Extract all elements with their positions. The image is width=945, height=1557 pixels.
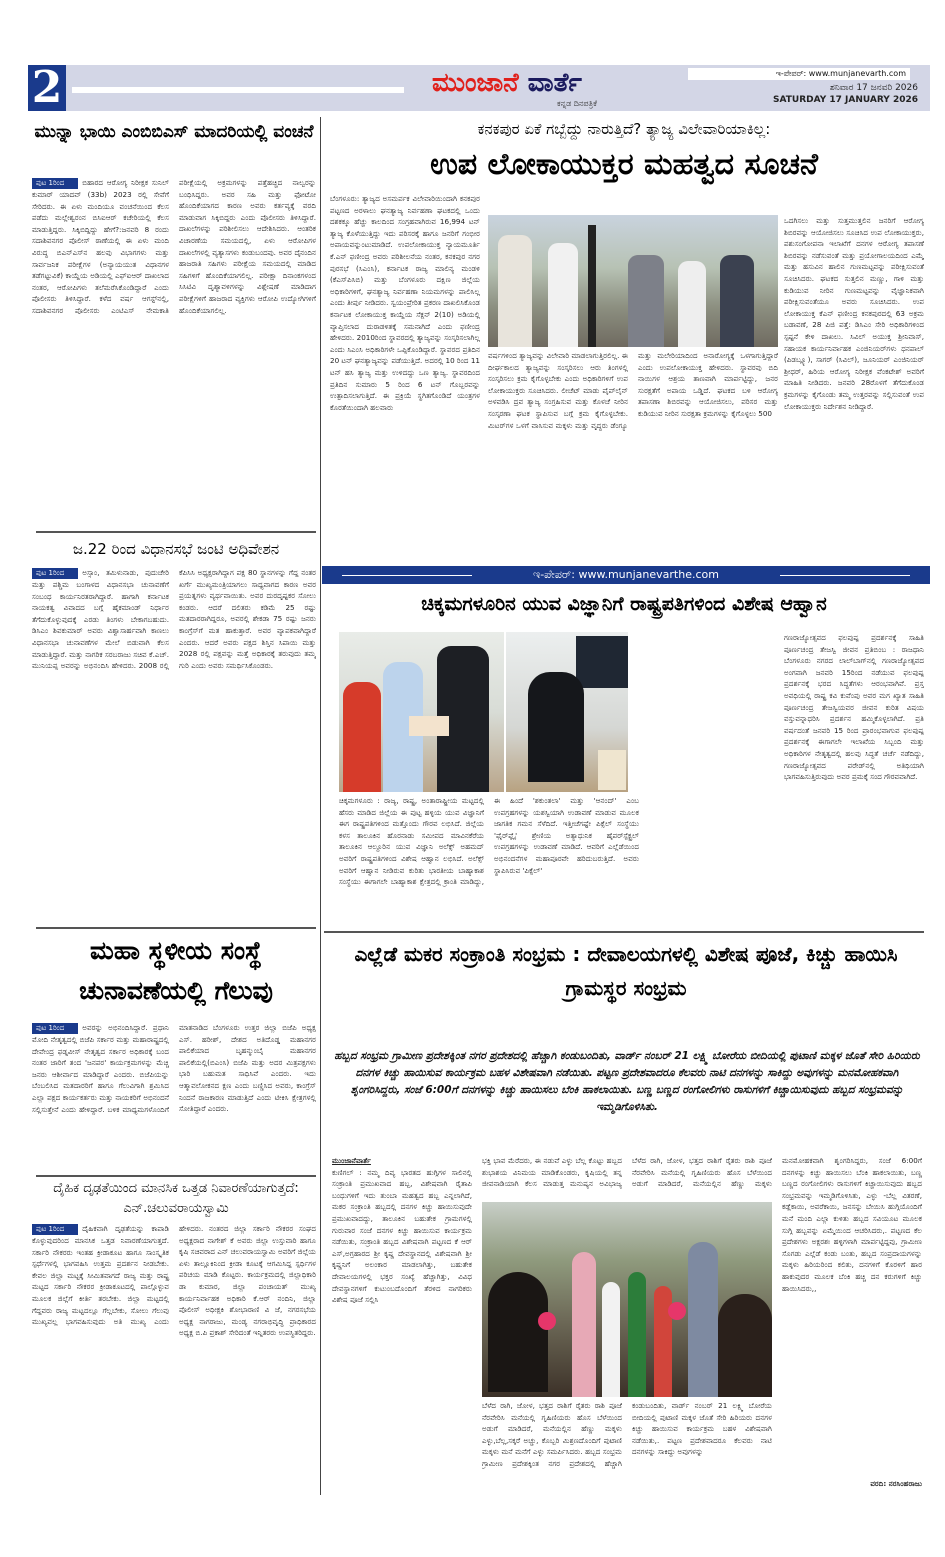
article-text: ಗಣರಾಜ್ಯೋತ್ಸವದ ಫಲಪುಷ್ಪ ಪ್ರದರ್ಶನಕ್ಕೆ ಸಾಹಿತಿ ಪೂರ್ಣಚಂದ್ರ ತೇಜಸ್ವಿ ಜೀವನ ಪ್ರತಿಬಿಂಬ : ರಾಜಧಾನಿ ಬೆಂಗಳೂರು ನಗರದ ಲಾಲ್‌ಬಾಗ್‌ನಲ್ಲಿ ಗಣರಾಜ್ಯೋತ್ಸವದ ಅಂಗವಾಗಿ ಜನವರಿ 15ರಿಂದ ನಡೆಯುವ ಫಲಪುಷ್ಪ ಪ್ರದರ್ಶನಕ್ಕೆ ಭರದ ಸಿದ್ಧತೆಗಳು ಆರಂಭವಾಗಿವೆ. ಪ್ರಸ್ತ ಅವಧಿಯಲ್ಲಿ ರಾಷ್ಟ್ರ ಕವಿ ಕುವೆಂಪು ಅವರ ಮಗ ಖ್ಯಾತ ಸಾಹಿತಿ ಪೂರ್ಣಚಂದ್ರ ತೇಜಸ್ವಿಯವರ ಜೀವನ ಕುರಿತ ವಿಷಯ ವಸ್ತುವನ್ನಾಧರಿಸಿ ಪ್ರದರ್ಶನ ಹಮ್ಮಿಕೊಳ್ಳಲಾಗಿದೆ. ಪ್ರತಿ ವರ್ಷದಂತೆ ಜನವರಿ 15 ರಿಂದ ಪ್ರಾರಂಭವಾಗುವ ಫಲಪುಷ್ಪ ಪ್ರದರ್ಶನಕ್ಕೆ ಈಗಾಗಲೇ ಇಲಾಖೆಯ ಸಿಬ್ಬಂದಿ ಮತ್ತು ಅಧಿಕಾರಿಗಳ ನೇತೃತ್ವದಲ್ಲಿ ಹಲವು ಸಿದ್ಧತೆ ಚರ್ಚೆ ನಡೆದಿದ್ದು, ಗಣರಾಜ್ಯೋತ್ಸವದ ಪರೇಡ್‌ನಲ್ಲಿ ಅತಿಥಿಯಾಗಿ ಭಾಗವಹಿಸುತ್ತಿರುವುದು ಅವರ ಪ್ರಮಕ್ಕೆ ಸಂದ ಗೌರವವಾಗಿದೆ. (784, 633, 924, 782)
byline: ಮುಂಜಾನೆವಾರ್ತೆ (332, 1156, 371, 1165)
kicker-kanakapura: ಕನಕಪುರ ಏಕೆ ಗಬ್ಬೆದ್ದು ನಾರುತ್ತಿದೆ? ತ್ಯಾಜ್ಯ ವಿಲೇವಾರಿಯಾಕಿಲ್ಲ: (477, 120, 771, 138)
date-english: SATURDAY 17 JANUARY 2026 (773, 95, 918, 105)
continued-tag: ಪುಟ 1ರಿಂದ (32, 568, 78, 579)
article-text: ಭಕ್ತಿ ಭಾವ ಮೆರೆದರು, ಈ ನಡುವೆ ಎಳ್ಳು ಬೆಲ್ಲ ಕೊಟ್ಟು ಹಬ್ಬದ ಶುಭಾಶಯ ವಿನಿಮಯ ಮಾಡಿಕೊಂಡರು, ಕೃಷಿಯಲ್ಲಿ ತನ್ನ ಜೀವನಾಡಿಯಾಗಿ ಕೆಲಸ ಮಾಡುತ್ತ ಮನುಷ್ಯನ ಅವಿಭಾಜ್ಯ (482, 1156, 622, 1189)
newspaper-logo (432, 67, 582, 99)
headline-munna: ಮುನ್ನಾ ಭಾಯಿ ಎಂಬಿಬಿಎಸ್ ಮಾದರಿಯಲ್ಲಿ ವಂಚನೆ (34, 122, 314, 142)
article-body-election (32, 1022, 316, 1170)
section-rule (36, 531, 316, 533)
article-text: ಮನಮೋಹಕವಾಗಿ ಶೃಂಗರಿಸಿದ್ದರು, ಸಂಜೆ 6:00ಗೆ ದನಗಳನ್ನು ಕಿಚ್ಚು ಹಾಯಿಸಲು ಬೆಂಕಿ ಹಾಕಲಾಯಿತು, ಬಣ್ಣ ಬಣ್ಣದ ರಂಗೋಲಿಗಳು ರಾಸುಗಳಿಗೆ ಕಿಚ್ಚಾಯಿಸುವುದು ಹಬ್ಬದ ಸಂಭ್ರಮವನ್ನು ಇಮ್ಮಡಿಗೊಳಿಸಿತು, ಎಳ್ಳು -ಬೆಲ್ಲ ವಿತರಣೆ, ಕಡ್ಲೆಕಾಯಿ, ಅವರೆಕಾಯಿ, ಜನಸನ್ನು ಬೇಯಿಸಿ ಹುಗ್ಗಿಯೊಂದಿಗೆ ಮನೆ ಮಂದಿ ಎಲ್ಲಾ ಕುಳಿತು ಹಬ್ಬದ ಸವಿಯೂಟ ಮೂಲಕ ಸುಗ್ಗಿ ಹಬ್ಬವನ್ನು ಏಮ್ಮೆಯಿಂದ ಆಚರಿಸಿದರು,. ಪಟ್ಟಣದ ಕೆಲ ಪ್ರದೇಶಗಳು ಅಕ್ಷರಶಃ ಹಳ್ಳಿಗಳಾಗಿ ಮಾರ್ಪಟ್ಟಿದ್ದವು, ಗ್ರಾಮೀಣ ಸೊಗಡು ಎಲ್ಲೆಡೆ ಕಂಡು ಬಂತು, ಹಬ್ಬದ ಸಂಪ್ರದಾಯಗಳನ್ನು ಮಕ್ಕಳು ಹಿರಿಯರಿಂದ ಕಲಿತು, ದನಗಳಿಗೆ ಕೊರಳಿಗೆ ಹಾರ ಹಾಕುವುದರ ಮೂಲಕ ಬೆಂಕಿ ಹಚ್ಚಿ ದನ ಕರುಗಳಿಗೆ ಕಿಚ್ಚು ಹಾಯಿಸಿದರು,, (782, 1156, 922, 1293)
section-rule (36, 927, 316, 929)
article-text: ಅಸ್ಸಾಂ, ತಮಿಳುನಾಡು, ಪುದುಚೇರಿ ಮತ್ತು ಪಶ್ಚಿಮ ಬಂಗಾಳದ ವಿಧಾನಸಭಾ ಚುನಾವಣೆಗೆ ಸಂಬಂಧ ಕಾರ್ಯನಿರತರಾಗಿದ್ದಾರೆ. ಹಾಗಾಗಿ ಕರ್ನಾಟಕ ನಾಯಕತ್ವ ವಿವಾದದ ಬಗ್ಗೆ ಹೈಕಮಾಂಡ್ ನಿರ್ಧಾರ ತೆಗೆದುಕೊಳ್ಳುವುದಕ್ಕೆ ಎರಡು ತಿಂಗಳು ಬೇಕಾಗಬಹುದು. ಡಿಸಿಎಂ ಶಿವಕುಮಾರ್ ಅವರು ವಿಶ್ವಾಸಾರ್ಹವಾಗಿ ಕಾಣಲು ವಿಧಾನಸಭಾ ಚುನಾವಣೆಗಳ ಮೇಲೆ ಬಿಡುವಾಗಿ ಕೆಲಸ ಮಾಡುತ್ತಿದ್ದಾರೆ. ಮತ್ತು ನಾಗರಿಕ ಸರಬರಾಜು ಸಚಿವ ಕೆ.ಎಚ್. ಮುನಿಯಪ್ಪ ಅವರನ್ನು ಅಭಿನಂದಿಸಿ ಹೇಳಿದರು. 2008 ರಲ್ಲಿ ಕೆಪಿಸಿಸಿ ಅಧ್ಯಕ್ಷರಾಗಿದ್ದಾಗ ಪಕ್ಷ 80 ಸ್ಥಾನಗಳನ್ನು ಗೆದ್ದ ನಂತರ ಖರ್ಗೆ ಮುಖ್ಯಮಂತ್ರಿಯಾಗಲು ಸಾಧ್ಯವಾಗದ ಕಾರಣ ಅವರ ಪ್ರಯತ್ನಗಳು ವ್ಯರ್ಥವಾಯಿತು. ಅವರ ದುರದೃಷ್ಟಕರ ಸೋಲು ಕಂಡರು. ಆದರೆ ದಲಿತರು ಕಡಿಮೆ 25 ರಷ್ಟು ಮತದಾರರಾಗಿದ್ದರೂ, ಅವರಲ್ಲಿ ಶೇಕಡಾ 75 ರಷ್ಟು ಜನರು ಕಾಂಗ್ರೆಸ್‌ಗೆ ಮತ ಹಾಕುತ್ತಾರೆ. ಅವರ ವ್ಯಾಪಕವಾಗಿದ್ದಾರೆ ಎಂದರು. ಆದರೆ ಅವರು ಪಕ್ಷದ ಶಿಸ್ತಿನ ಸಿಪಾಯಿ ಮತ್ತು 2028 ರಲ್ಲಿ ಪಕ್ಷವನ್ನು ಮತ್ತೆ ಅಧಿಕಾರಕ್ಕೆ ತರುವುದು ತಮ್ಮ ಗುರಿ ಎಂದು ಅವರು ಸಮರ್ಥಿಸಿಕೊಂಡರು. (32, 568, 316, 671)
epaper-banner-text[interactable]: ಇ-ಪೇಪರ್: www.munjanevarthe.com (533, 568, 719, 581)
photo-lokayukta-inspection (488, 215, 778, 347)
masthead-bar (72, 87, 404, 93)
logo-subtitle: ಕನ್ನಡ ದಿನಪತ್ರಿಕೆ (557, 99, 598, 108)
article-text: ಅವರನ್ನು ಅಭಿನಂದಿಸಿದ್ದಾರೆ. ಪ್ರಧಾನಿ ಮೋದಿ ನೇತೃತ್ವದಲ್ಲಿ ಬಿಜೆಪಿ ಸರ್ಕಾರ ಮತ್ತು ಮಹಾರಾಷ್ಟ್ರದಲ್ಲಿ ದೇವೇಂದ್ರ ಫಡ್ನವೀಸ್ ನೇತೃತ್ವದ ಸರ್ಕಾರ ಅಧಿಕಾರಕ್ಕೆ ಬಂದ ನಂತರ ಜಾರಿಗೆ ತಂದ 'ಜನಪರ' ಕಾರ್ಯಕ್ರಮಗಳನ್ನು ಮೆಚ್ಚಿ ಜನರು ಆಶೀರ್ವಾದ ಮಾಡಿದ್ದಾರೆ ಎಂದರು. ಬಿಜೆಪಿಯನ್ನು ಬೆಂಬಲಿಸಿದ ಮತದಾರರಿಗೆ ಹಾಗೂ ಗೆಲುವಿಗಾಗಿ ಶ್ರಮಿಸಿದ ಎಲ್ಲಾ ಪಕ್ಷದ ಕಾರ್ಯಕರ್ತರು ಮತ್ತು ನಾಯಕರಿಗೆ ಅಭಿನಂದನೆ ಸಲ್ಲಿಸುತ್ತೇನೆ ಎಂದು ಹೇಳಿದ್ದಾರೆ. ಬಳಿಕ ಮಾಧ್ಯಮಗಳೊಂದಿಗೆ ಮಾತನಾಡಿದ ಬೆಂಗಳೂರು ಉತ್ತರ ಜಿಲ್ಲಾ ಬಿಜೆಪಿ ಅಧ್ಯಕ್ಷ ಎಸ್. ಹರೀಶ್, ದೇಶದ ಅತಿದೊಡ್ಡ ಮಹಾನಗರ ಪಾಲಿಕೆಯಾದ ಬೃಹನ್ಮುಂಬೈ ಮಹಾನಗರ ಪಾಲಿಕೆಯಲ್ಲಿ(ಬಿಎಂಸಿ) ಬಿಜೆಪಿ ಮತ್ತು ಅದರ ಮಿತ್ರಪಕ್ಷಗಳು ಭಾರಿ ಬಹುಮತ ಸಾಧಿಸಿವೆ ಎಂದರು. ಇದು ಆತ್ಮಾವಲೋಕನದ ಕ್ಷಣ ಎಂದು ಬಣ್ಣಿಸಿದ ಅವರು, ಕಾಂಗ್ರೆಸ್ ನಿಂದನೆ ರಾಜಕಾರಣ ಮಾಡುತ್ತಿದೆ ಎಂದು ಟೀಕಿಸಿ ಕ್ಷೇತ್ರಗಳಲ್ಲಿ ಸೋತಿದ್ದಾರೆ ಎಂದರು. (32, 1023, 316, 1114)
epaper-banner[interactable] (322, 566, 930, 584)
page-number: 2 (28, 65, 66, 111)
article-body-kanakapura-mid (488, 350, 778, 555)
section-rule (324, 931, 924, 933)
photo-award-handover (339, 632, 504, 792)
article-body-chikkamagaluru-left (339, 795, 639, 927)
continued-tag: ಪುಟ 1ರಿಂದ (32, 1224, 78, 1235)
article-body-sankranti-col3 (632, 1155, 772, 1199)
masthead-website[interactable]: ಇ-ಪೇಪರ್: www.munjanevarth.com (688, 68, 910, 80)
newspaper-page (12, 62, 930, 1495)
article-body-sankranti-col4 (782, 1155, 922, 1477)
article-text: ಚಿಕ್ಕಮಗಳೂರು : ರಾಜ್ಯ, ರಾಷ್ಟ್ರ, ಅಂತಾರಾಷ್ಟ್ರೀಯ ಮಟ್ಟದಲ್ಲಿ ಹೆಸರು ಮಾಡಿದ ಜಿಲ್ಲೆಯ ಈ ಪುಟ್ಟ ಹಳ್ಳಿಯ ಯುವ ವಿಜ್ಞಾನಿಗೆ ಈಗ ರಾಷ್ಟ್ರಪತಿಗಳಿಂದ ಮತ್ತೊಂದು ಗೌರವ ಲಭಿಸಿದೆ. ಜಿಲ್ಲೆಯ ಕಳಸ ತಾಲೂಕಿನ ಹೊರನಾಡು ಸಮೀಪದ ಮಾವಿನಕೆರೆಯ ತಾಲೂಕಿನ ಆಲ್ದೂರಿನ ಯುವ ವಿಜ್ಞಾನಿ ಅಲೆಕ್ಸ್ ಅಹಮದ್ ಅವರಿಗೆ ರಾಷ್ಟ್ರಪತಿಗಳಿಂದ ವಿಶೇಷ ಆಹ್ವಾನ ಲಭಿಸಿದೆ. ಅಲೆಕ್ಸ್ ಅವರಿಗೆ ಆಹ್ವಾನ ನೀಡಿರುವ ಕುರಿತು ಭಾರತೀಯ ಬಾಹ್ಯಾಕಾಶ ಸಂಸ್ಥೆಯು ಈಗಾಗಲೇ ಬಾಹ್ಯಾಕಾಶ ಕ್ಷೇತ್ರದಲ್ಲಿ ಕ್ರಾಂತಿ ಮಾಡಿದ್ದು, ಈ ಹಿಂದೆ 'ಶಕುಂತಲಾ' ಮತ್ತು 'ಆನಂದ್' ಎಂಬ ಉಪಗ್ರಹಗಳನ್ನು ಯಶಸ್ವಿಯಾಗಿ ಉಡಾವಣೆ ಮಾಡುವ ಮೂಲಕ ಜಾಗತಿಕ ಗಮನ ಸೆಳೆದಿದೆ. ಇತ್ತೀಚೆಗಷ್ಟೇ ಪಿಕ್ಸೆಲ್ ಸಂಸ್ಥೆಯು 'ಫೈರ್‌ಫ್ಲೈ' ಶ್ರೇಣಿಯ ಅತ್ಯಾಧುನಿಕ ಹೈಪರ್‌ಸ್ಪೆಕ್ಟ್ರಲ್ ಉಪಗ್ರಹಗಳನ್ನು ಉಡಾವಣೆ ಮಾಡಿದೆ. ಆವರಿಗೆ ಎಲ್ಲೆಡೆಯಿಂದ ಅಭಿನಂದನೆಗಳ ಮಹಾಪೂರವೇ ಹರಿದುಬರುತ್ತಿದೆ. ಅವರು ಸ್ಥಾಪಿಸಿರುವ 'ಪಿಕ್ಸೆಲ್' (339, 796, 639, 887)
article-body-kanakapura-left (330, 193, 480, 555)
photo-young-scientist (506, 632, 628, 792)
logo-part-1: ಮುಂಜಾನೆ (432, 68, 519, 98)
article-body-munna (32, 177, 316, 529)
sankranti-lede: ಹಬ್ಬದ ಸಂಭ್ರಮ ಗ್ರಾಮೀಣ ಪ್ರದೇಶಕ್ಕಿಂತ ನಗರ ಪ್ರದೇಶದಲ್ಲಿ ಹೆಚ್ಚಾಗಿ ಕಂಡುಬಂದಿತು, ವಾರ್ಡ್ ನಂಬರ್ 21 ಲಕ್ಷ್ಮಿ ಬೋರೆಯ ಬೀದಿಯಲ್ಲಿ ಪುಟಾಣಿ ಮಕ್ಕಳ ಜೊತೆ ಸೇರಿ ಹಿರಿಯರು ದನಗಳ ಕಿಚ್ಚು ಹಾಯಿಸುವ ಕಾರ್ಯಕ್ರಮ ಬಹಳ ವಿಶೇಷವಾಗಿ ನಡೆಯಿತು. ಪಟ್ಟಣ ಪ್ರದೇಶವಾದರೂ ಕೆಲವರು ನಾಟಿ ದನಗಳನ್ನು ಸಾಕಿದ್ದು ಅವುಗಳನ್ನು ಮನಮೋಹಕವಾಗಿ ಶೃಂಗರಿಸಿದ್ದರು, ಸಂಜೆ 6:00ಗೆ ದನಗಳನ್ನು ಕಿಚ್ಚು ಹಾಯಿಸಲು ಬೆಂಕಿ ಹಾಕಲಾಯಿತು. ಬಣ್ಣ ಬಣ್ಣದ ರಂಗೋಲಿಗಳು ರಾಸುಗಳಿಗೆ ಕಿಚ್ಚಾಯಿಸುವುದು ಹಬ್ಬದ ಸಂಭ್ರಮವನ್ನು ಇಮ್ಮಡಿಗೊಳಿಸಿತು. (334, 1050, 920, 1113)
section-rule (36, 1175, 316, 1177)
column-divider (320, 117, 321, 1495)
headline-session: ಜ.22 ರಿಂದ ವಿಧಾನಸಭೆ ಜಂಟಿ ಅಧಿವೇಶನ (72, 540, 280, 558)
article-text: ಕುಣಿಗಲ್ : ನಮ್ಮ ದಿವ್ಯ ಭಾರತದ ಹುಗ್ಗಿಗಳ ಸಾಲಿನಲ್ಲಿ ಸಂಕ್ರಾಂತಿ ಪ್ರಮುಖವಾದ ಹಬ್ಬ, ವಿಶೇಷವಾಗಿ ರೈತಾಪಿ ಬಂಧುಗಳಿಗೆ ಇದು ತುಂಬಾ ಮಹತ್ವದ ಹಬ್ಬ ಎನ್ನಲಾಗಿದೆ, ಮಕರ ಸಂಕ್ರಾಂತಿ ಹಬ್ಬದಲ್ಲಿ ದನಗಳ ಕಿಚ್ಚು ಹಾಯಿಸುವುದೇ ಪ್ರಮುಖವಾದದ್ದು, ತಾಲೂಕಿನ ಬಹುತೇಕ ಗ್ರಾಮಗಳಲ್ಲಿ ಗುರುವಾರ ಸಂಜೆ ದನಗಳ ಕಿಚ್ಚು ಹಾಯಿಸುವ ಕಾರ್ಯಕ್ರಮ ನಡೆಯಿತು, ಸಂಕ್ರಾಂತಿ ಹಬ್ಬದ ವಿಶೇಷವಾಗಿ ಪಟ್ಟಣದ ಕೆ ಆರ್ ಎಸ್,ಅಗ್ರಹಾರದ ಶ್ರೀ ಕೃಷ್ಣ ದೇವಸ್ಥಾನದಲ್ಲಿ ವಿಶೇಷವಾಗಿ ಶ್ರೀ ಕೃಷ್ಣನಿಗೆ ಅಲಂಕಾರ ಮಾಡಲಾಗಿತ್ತು, ಬಹುತೇಕ ದೇವಾಲಯಗಳಲ್ಲಿ ಭಕ್ತರ ಸಂಖ್ಯೆ ಹೆಚ್ಚಾಗಿತ್ತು, ವಿವಿಧ ದೇವಸ್ಥಾನಗಳಿಗೆ ಕುಟುಂಬದೊಂದಿಗೆ ತೆರಳಿದ ನಾಗರಿಕರು ವಿಶೇಷ ಪೂಜೆ ಸಲ್ಲಿಸಿ (332, 1167, 472, 1305)
article-body-session (32, 567, 316, 921)
article-text: ಬೆಳೆದ ರಾಗಿ, ಜೋಳ, ಭತ್ತದ ರಾಶಿಗೆ ರೈತರು ರಾಶಿ ಪೂಜೆ ನೆರವೇರಿಸಿ ಮನೆಯಲ್ಲಿ ಗೃಹಿಣಿಯರು ಹೊಸ ಬೆಳೆಯಿಂದ ಅಡುಗೆ ಮಾಡಿದರೆ, ಮನೆಯಲ್ಲಿನ ಹೆಣ್ಣು ಮಕ್ಕಳು (632, 1156, 772, 1189)
article-text: ಬೆಂಗಳೂರು: ತ್ಯಾಜ್ಯದ ಅಸಮರ್ಪಕ ವಿಲೇವಾರಿಯಿಂದಾಗಿ ಕನಕಪುರ ಪಟ್ಟಣದ ಅರಳಾಲು ಘನತ್ಯಾಜ್ಯ ನಿರ್ವಹಣಾ ಘಟಕದಲ್ಲಿ ಒಂದು ದಶಕಕ್ಕೂ ಹೆಚ್ಚು ಕಾಲದಿಂದ ಸಂಗ್ರಹವಾಗಿರುವ 16,994 ಟನ್ ತ್ಯಾಜ್ಯ ಕೊಳೆಯುತ್ತಿದ್ದು ಇದು ಪರಿಸರಕ್ಕೆ ಹಾಗೂ ಜನರಿಗೆ ಗಂಭೀರ ಅಪಾಯವನ್ನುಂಟುಮಾಡಿದೆ. ಉಪಲೋಕಾಯುಕ್ತ ನ್ಯಾಯಮೂರ್ತಿ ಕೆ.ಎನ್ ಫಣೀಂದ್ರ ಅವರು ಪರಿಶೀಲನೆಯ ನಂತರ, ಕನಕಪುರ ನಗರ ಪುರಸಭೆ (ಸಿಎಂಸಿ), ಕರ್ನಾಟಕ ರಾಜ್ಯ ಮಾಲಿನ್ಯ ಮಂಡಳಿ (ಕೆಎಸ್‌ಪಿಸಿಬಿ) ಮತ್ತು ಬೆಂಗಳೂರು ದಕ್ಷಿಣ ಜಿಲ್ಲೆಯ ಅಧಿಕಾರಿಗಳಿಗೆ, ಘನತ್ಯಾಜ್ಯ ನಿರ್ವಹಣಾ ನಿಯಮಗಳನ್ನು ಪಾಲಿಸಿಲ್ಲ ಎಂದು ತೀರ್ಪು ನೀಡಿದರು. ಸ್ವಯಂಪ್ರೇರಿತ ಪ್ರಕರಣ ದಾಖಲಿಸಿಕೊಂಡ ಕರ್ನಾಟಕ ಲೋಕಾಯುಕ್ತ ಕಾಯ್ದೆಯ ಸೆಕ್ಷನ್ 2(10) ಅಡಿಯಲ್ಲಿ ವ್ಯಾಪ್ತಿಸಲಾದ ದುರಾಡಳಿತಕ್ಕೆ ಸಮನಾಗಿದೆ ಎಂದು ಫಣೀಂದ್ರ ಹೇಳಿದರು. 2010ರಿಂದ ಸ್ಥಾವರದಲ್ಲಿ ತ್ಯಾಜ್ಯವನ್ನು ಸಂಸ್ಕರಿಸಲಾಗಿಲ್ಲ ಎಂದು ಸಿಎಂಸಿ ಅಧಿಕಾರಿಗಳೇ ಒಪ್ಪಿಕೊಂಡಿದ್ದಾರೆ. ಸ್ಥಾವರದ ಪ್ರತಿದಿನ 20 ಟನ್ ಘನತ್ಯಾಜ್ಯವನ್ನು ಪಡೆಯುತ್ತಿದೆ. ಅದರಲ್ಲಿ 10 ರಿಂದ 11 ಟನ್ ಹಸಿ ತ್ಯಾಜ್ಯ ಮತ್ತು ಉಳಿದದ್ದು ಒಣ ತ್ಯಾಜ್ಯ. ಸ್ಥಾವರದಿಂದ ಪ್ರತಿದಿನ ಸುಮಾರು 5 ರಿಂದ 6 ಟನ್ ಗೊಬ್ಬರವನ್ನು ಉತ್ಪಾದಿಸಲಾಗುತ್ತಿದೆ. ಈ ಪ್ರಕ್ರಿಯೆ ಸ್ಥಗಿತಗೊಂಡಿದೆ ಯಂತ್ರಗಳ ಕೊರತೆಯಿಂದಾಗಿ ಹಲವಾರು (330, 194, 480, 412)
article-text: ವರ್ಷಗಳಿಂದ ತ್ಯಾಜ್ಯವನ್ನು ವಿಲೇವಾರಿ ಮಾಡಲಾಗುತ್ತಿರಲಿಲ್ಲ. ಈ ದೀರ್ಘಕಾಲದ ತ್ಯಾಜ್ಯವನ್ನು ಸಂಸ್ಕರಿಸಲು ಆರು ತಿಂಗಳಲ್ಲಿ ಸಂಸ್ಕರಿಸಲು ಕ್ರಮ ಕೈಗೊಳ್ಳಬೇಕು ಎಂದು ಅಧಿಕಾರಿಗಳಿಗೆ ಉಪ ಲೋಕಾಯುಕ್ತರು ಸೂಚಿಸಿದರು. ಲೀಚೆಟ್ ಮಾಡು ಪೈಪ್‌ಲೈನ್ ಅಳವಡಿಸಿ ದ್ರವ ತ್ಯಾಜ್ಯ ಸಂಗ್ರಹಿಸುವ ಮತ್ತು ಕೊಳಚೆ ನೀರಿನ ಸಂಸ್ಕರಣಾ ಘಟಕ ಸ್ಥಾಪಿಸುವ ಬಗ್ಗೆ ಕ್ರಮ ಕೈಗೊಳ್ಳಬೇಕು. ಮಿಟರ್‌ಗಳ ಒಳಗೆ ವಾಸಿಸುವ ಮಕ್ಕಳು ಮತ್ತು ವೃದ್ಧರು ಡೆಂಗ್ಯೂ ಮತ್ತು ಮಲೇರಿಯಾದಿಂದ ಅನಾರೋಗ್ಯಕ್ಕೆ ಒಳಗಾಗುತ್ತಿದ್ದಾರೆ ಎಂದು ಉಪಲೋಕಾಯುಕ್ತ ಹೇಳಿದರು. ಸ್ಥಾವರವು ಬಿದಿ ನಾಯಿಗಳ ಆಶ್ರಯ ತಾಣವಾಗಿ ಮಾರ್ಪಟ್ಟಿದ್ದು, ಜನರ ಸುರಕ್ಷತೆಗೆ ಅಪಾಯ ಒಡ್ಡಿದೆ. ಘಟಕದ ಬಳಿ ಆರೋಗ್ಯ ತಪಾಸಣಾ ಶಿಬಿರವನ್ನು ಆಯೋಜಿಸಲು, ಪರಿಸರ ಮತ್ತು ಕುಡಿಯುವ ನೀರಿನ ಸುರಕ್ಷತಾ ಕ್ರಮಗಳನ್ನು ಕೈಗೊಳ್ಳಲು 500 (488, 351, 778, 430)
continued-tag: ಪುಟ 1ರಿಂದ (32, 1023, 78, 1034)
continued-tag: ಪುಟ 1ರಿಂದ (32, 178, 78, 189)
article-body-chikkamagaluru-right (784, 632, 924, 927)
article-text: ಬೆಳೆದ ರಾಗಿ, ಜೋಳ, ಭತ್ತದ ರಾಶಿಗೆ ರೈತರು ರಾಶಿ ಪೂಜೆ ನೆರವೇರಿಸಿ ಮನೆಯಲ್ಲಿ ಗೃಹಿಣಿಯರು ಹೊಸ ಬೆಳೆಯಿಂದ ಅಡುಗೆ ಮಾಡಿದರೆ, ಮನೆಯಲ್ಲಿನ ಹೆಣ್ಣು ಮಕ್ಕಳು ಎಳ್ಳು,ಬೆಲ್ಲ,ಸಕ್ಕರೆ ಅಚ್ಚು, ಕೊಬ್ಬರಿ ಮಿಶ್ರಣದೊಂದಿಗೆ ಪುಟಾಣಿ ಮಕ್ಕಳು ಮನೆ ಮನೆಗೆ ಎಳ್ಳು ಸಮರ್ಪಿಸಿದರು. ಹಬ್ಬದ ಸಂಭ್ರಮ ಗ್ರಾಮೀಣ ಪ್ರದೇಶಕ್ಕಿಂತ ನಗರ ಪ್ರದೇಶದಲ್ಲಿ ಹೆಚ್ಚಾಗಿ ಕಂಡುಬಂದಿತು, ವಾರ್ಡ್ ನಂಬರ್ 21 ಲಕ್ಷ್ಮಿ ಬೋರೆಯ ಬೀದಿಯಲ್ಲಿ ಪುಟಾಣಿ ಮಕ್ಕಳ ಜೊತೆ ಸೇರಿ ಹಿರಿಯರು ದನಗಳ ಕಿಚ್ಚು ಹಾಯಿಸುವ ಕಾರ್ಯಕ್ರಮ ಬಹಳ ವಿಶೇಷವಾಗಿ ನಡೆಯಿತು,. ಪಟ್ಟಣ ಪ್ರದೇಶವಾದರೂ ಕೆಲವರು ನಾಟಿ ದನಗಳನ್ನು ಸಾಕಿದ್ದು ಅವುಗಳನ್ನು (482, 1401, 772, 1468)
article-body-sankranti-col2 (482, 1155, 622, 1199)
headline-election: ಮಹಾ ಸ್ಥಳೀಯ ಸಂಸ್ಥೆ ಚುನಾವಣೆಯಲ್ಲಿ ಗೆಲುವು (79, 936, 273, 1005)
logo-part-2: ವಾರ್ತೆ (527, 68, 582, 98)
article-body-kanakapura-right (784, 215, 924, 555)
headline-kanakapura: ಉಪ ಲೋಕಾಯುಕ್ತರ ಮಹತ್ವದ ಸೂಚನೆ (430, 147, 818, 182)
article-text: ಬಿಹಾರದ ಆರೋಗ್ಯ ನಿರೀಕ್ಷಕ ಸುನಿಲ್ ಕುಮಾರ್ ಯಾದವ್ (33b) 2023 ರಲ್ಲಿ ಸೇವೆಗೆ ಸೇರಿದರು. ಈ ಏಳು ಮಂದಿಯೂ ವಂಚನೆಯಿಂದ ಕೆಲಸ ಪಡೆದು ಮಲ್ಲೇಶ್ವರಂನ ಬಿಸಿಐಆರ್ ಕಚೇರಿಯಲ್ಲಿ ಕೆಲಸ ಮಾಡುತ್ತಿದ್ದರು. ಸಿಕ್ಕಿಬಿದ್ದಿದ್ದು ಹೇಗೆ?:ಜನವರಿ 8 ರಂದು ಸದಾಶಿವನಗರ ಪೊಲೀಸ್ ಠಾಣೆಯಲ್ಲಿ ಈ ಏಳು ಮಂದಿ ವಿರುದ್ಧ ಬಿಎನ್ಎಸ್‌ನ ಹಲವು ವಿಭಾಗಗಳು ಮತ್ತು ಸಾರ್ವಜನಿಕ ಪರೀಕ್ಷೆಗಳ (ಅನ್ಯಾಯಯುತ ವಿಧಾನಗಳ ತಡೆಗಟ್ಟುವಿಕೆ) ಕಾಯ್ದೆಯ ಅಡಿಯಲ್ಲಿ ಎಫ್‌ಐಆರ್ ದಾಖಲಾದ ನಂತರ, ಆರೋಪಿಗಳು ತಲೆಮರೆಸಿಕೊಂಡಿದ್ದಾರೆ ಎಂದು ಪೊಲೀಸರು ತಿಳಿಸಿದ್ದಾರೆ. ಕಳೆದ ವರ್ಷ ಆಗಸ್ಟ್‌ನಲ್ಲಿ, ಸದಾಶಿವನಗರ ಪೊಲೀಸರು ಎಂಟಿಎಸ್ ನೇಮಕಾತಿ ಪರೀಕ್ಷೆಯಲ್ಲಿ ಅಕ್ರಮಗಳನ್ನು ಪತ್ತೆಹಚ್ಚಿದ ನಾಲ್ವರನ್ನು ಬಂಧಿಸಿದ್ದರು. ಅವರ ಸಹಿ ಮತ್ತು ಫೋಟೋ ಹೊಂದಿಕೆಯಾಗದ ಕಾರಣ ಅವರು ಕರ್ತವ್ಯಕ್ಕೆ ವರದಿ ಮಾಡುವಾಗ ಸಿಕ್ಕಿಬಿದ್ದರು ಎಂದು ಪೊಲೀಸರು ತಿಳಿಸಿದ್ದಾರೆ. ದಾಖಲೆಗಳನ್ನು ಪರಿಶೀಲಿಸಲು ಆದೇಶಿಸಿದರು. ಆಂತರಿಕ ವಿಚಾರಣೆಯ ಸಮಯದಲ್ಲಿ, ಏಳು ಆರೋಪಿಗಳ ದಾಖಲೆಗಳಲ್ಲಿ ವ್ಯತ್ಯಾಸಗಳು ಕಂಡುಬಂದವು. ಅವರ ದೈನಂದಿನ ಹಾಜರಾತಿ ಸಹಿಗಳು ಪರೀಕ್ಷೆಯ ಸಮಯದಲ್ಲಿ ಮಾಡಿದ ಸಹಿಗಳಿಗೆ ಹೊಂದಿಕೆಯಾಗಲಿಲ್ಲ. ಪರೀಕ್ಷಾ ದಿನಾಂಕಗಳಂದ ಸಿಸಿಟಿವಿ ದೃಶ್ಯಾವಳಿಗಳನ್ನು ವಿಶ್ಲೇಷಣೆ ಮಾಡಿದಾಗ ಪರೀಕ್ಷೆಗಳಿಗೆ ಹಾಜರಾದ ವ್ಯಕ್ತಿಗಳು ಆರೋಪಿ ಉದ್ಯೋಗಿಗಳಿಗೆ ಹೊಂದಿಕೆಯಾಗಲಿಲ್ಲ. (32, 178, 316, 315)
article-body-sankranti-col1 (332, 1155, 472, 1490)
article-body-sankranti-col2b (482, 1400, 772, 1490)
article-text: ದೈಹಿಕವಾಗಿ ದೃಢತೆಯನ್ನು ಕಾಪಾಡಿ ಕೊಳ್ಳುವುದರಿಂದ ಮಾನಸಿಕ ಒತ್ತಡ ನಿವಾರಣೆಯಾಗುತ್ತದೆ. ಸರ್ಕಾರಿ ನೌಕರರು ಇಂತಹ ಕ್ರೀಡಾಕೂಟ ಹಾಗೂ ಸಾಂಸ್ಕೃತಿಕ ಸ್ಪರ್ಧೆಗಳಲ್ಲಿ ಭಾಗವಹಿಸಿ ಉತ್ತಮ ಪ್ರದರ್ಶನ ನೀಡಬೇಕು. ಕೇವಲ ಜಿಲ್ಲಾ ಮಟ್ಟಕ್ಕೆ ಸೀಮಿತವಾಗದೆ ರಾಜ್ಯ ಮತ್ತು ರಾಷ್ಟ್ರ ಮಟ್ಟದ ಸರ್ಕಾರಿ ನೌಕರರ ಕ್ರೀಡಾಕೂಟದಲ್ಲಿ ಪಾಲ್ಗೊಳ್ಳುವ ಮೂಲಕ ಜಿಲ್ಲೆಗೆ ಕೀರ್ತಿ ತರಬೇಕು. ಜಿಲ್ಲಾ ಮಟ್ಟದಲ್ಲಿ ಗೆದ್ದವರು ರಾಜ್ಯ ಮಟ್ಟದಲ್ಲೂ ಗೆಲ್ಲಬೇಕು, ಸೋಲು ಗೆಲುವು ಮುಖ್ಯವಲ್ಲ ಭಾಗವಹಿಸುವುದು ಅತಿ ಮುಖ್ಯ ಎಂದು ಹೇಳಿದರು. ನಂತರದ ಜಿಲ್ಲಾ ಸರ್ಕಾರಿ ನೌಕರರ ಸಂಘದ ಅಧ್ಯಕ್ಷರಾದ ನಾಗೇಶ್ ಕೆ ಅವರು ಜಿಲ್ಲಾ ಉಸ್ತುವಾರಿ ಹಾಗೂ ಕೃಷಿ ಸಚಿವರಾದ ಎನ್ ಚಲುವರಾಯಸ್ವಾಮಿ ಅವರಿಗೆ ಜಿಲ್ಲೆಯ ಏಳು ತಾಲ್ಲೂಕಿನಿಂದ ಕ್ರೀಡಾ ಕೂಟಕ್ಕೆ ಆಗಮಿಸಿದ್ದ ಸ್ಪರ್ಧಿಗಳ ಪರಿಚಯ ಮಾಡಿ ಕೊಟ್ಟರು. ಕಾರ್ಯಕ್ರಮದಲ್ಲಿ ಜಿಲ್ಲಾಧಿಕಾರಿ ಡಾ ಕುಮಾರ, ಜಿಲ್ಲಾ ಪಂಚಾಯತ್ ಮುಖ್ಯ ಕಾರ್ಯನಿರ್ವಾಹಕ ಅಧಿಕಾರಿ ಕೆ.ಆರ್ ನಂದಿನಿ, ಜಿಲ್ಲಾ ಪೊಲೀಸ್ ಅಧೀಕ್ಷಕಿ ಶೋಭಾರಾಣಿ ವಿ ಜೆ, ನಗರಸಭೆಯ ಅಧ್ಯಕ್ಷ ನಾಗರಾಜು, ಮಂಡ್ಯ ನಗರಾಭಿವೃದ್ಧಿ ಪ್ರಾಧಿಕಾರದ ಅಧ್ಯಕ್ಷ ಬಿ.ಪಿ ಪ್ರಕಾಶ್ ಸೇರಿದಂತೆ ಇನ್ನಿತರರು ಉಪಸ್ಥಿತರಿದ್ದರು. (32, 1224, 316, 1338)
date-kannada: ಶನಿವಾರ 17 ಜನವರಿ 2026 (829, 83, 918, 93)
article-body-sports (32, 1223, 316, 1485)
report-signature: ವರದಿ: ನರಸಿಂಹರಾಜು (870, 1479, 922, 1488)
headline-sports: ದೈಹಿಕ ದೃಢತೆಯಿಂದ ಮಾನಸಿಕ ಒತ್ತಡ ನಿವಾರಣೆಯಾಗುತ್ತದೆ: ಎನ್.ಚಲುವರಾಯಸ್ವಾಮಿ (53, 1181, 299, 1216)
article-text: ಒದಗಿಸಲು ಮತ್ತು ಸುತ್ತಮುತ್ತಲಿನ ಜನರಿಗೆ ಆರೋಗ್ಯ ಶಿಬಿರವನ್ನು ಆಯೋಜಿಸಲು ಸೂಚಿಸಿದ ಉಪ ಲೋಕಾಯುಕ್ತರು, ಪಶುಸಂಗೋಪನಾ ಇಲಾಖೆಗೆ ದನಗಳ ಆರೋಗ್ಯ ತಪಾಸಣೆ ಶಿಬಿರವನ್ನು ನಡೆಸುವಂತೆ ಮತ್ತು ಪ್ರಯೋಗಾಲಯದಿಂದ ಎಮ್ಮೆ ಮತ್ತು ಹಸುವಿನ ಹಾಲಿನ ಗುಣಮಟ್ಟವನ್ನು ಪರೀಕ್ಷಿಸುವಂತೆ ಸೂಚಿಸಿದರು. ಘಟಕದ ಸುತ್ತಲಿನ ಮಣ್ಣು, ಗಾಳಿ ಮತ್ತು ಕುಡಿಯುವ ನೀರಿನ ಗುಣಮಟ್ಟವನ್ನು ವೈಜ್ಞಾನಿಕವಾಗಿ ಪರೀಕ್ಷಿಸುವಂತೆಯೂ ಅವರು ಸೂಚಿಸಿದರು. ಉಪ ಲೋಕಾಯುಕ್ತ ಕೆಎನ್ ಫಣೀಂದ್ರ ಕನಕಪುರದಲ್ಲಿ 63 ಅಕ್ರಮ ಬಡಾವಣೆ, 28 ಪಿಜಿ ಪತ್ತೆ: ಡಿಸಿಎಂ ಸೇರಿ ಅಧಿಕಾರಿಗಳಿಂದ ಸ್ಪಷ್ಟನೆ ಕೇಳಿ ದಾಖಲು. ಸಿವಿಲ್ ಅಯುಕ್ತ ಶ್ರೀನಿವಾಸ್, ಸಹಾಯಕ ಕಾರ್ಯನಿರ್ವಾಹಕ ಎಂಜಿನಿಯರ್‌ಗಳು ಧನಪಾಲ್ (ಪಿಡಬ್ಲ್ಯೂ), ಸಾಗರ್ (ಸಿವಿಲ್), ಜೂನಿಯರ್ ಎಂಜಿನಿಯರ್ ಶ್ರೀಧರ್, ಹಿರಿಯ ಆರೋಗ್ಯ ನಿರೀಕ್ಷಕ ವೆಂಕಟೇಶ್ ಅವರಿಗೆ ಮಾಹಿತಿ ನೀಡಿದರು. ಜನವರಿ 28ರೊಳಗೆ ತೆಗೆದುಕೊಂಡ ಕ್ರಮಗಳನ್ನು ಕೈಗೊಂಡು ತಮ್ಮ ಉತ್ತರವನ್ನು ಸಲ್ಲಿಸುವಂತೆ ಉಪ ಲೋಕಾಯುಕ್ತರು ನಿರ್ದೇಶನ ನೀಡಿದ್ದಾರೆ. (784, 216, 924, 411)
headline-sankranti: ಎಲ್ಲೆಡೆ ಮಕರ ಸಂಕ್ರಾಂತಿ ಸಂಭ್ರಮ : ದೇವಾಲಯಗಳಲ್ಲಿ ವಿಶೇಷ ಪೂಜೆ, ಕಿಚ್ಚು ಹಾಯಿಸಿ ಗ್ರಾಮಸ್ಥರ ಸಂಭ್ರಮ (354, 942, 898, 1000)
headline-chikkamagaluru: ಚಿಕ್ಕಮಗಳೂರಿನ ಯುವ ವಿಜ್ಞಾನಿಗೆ ರಾಷ್ಟ್ರಪತಿಗಳಿಂದ ವಿಶೇಷ ಆಹ್ವಾನ (421, 593, 827, 615)
photo-kichchu-festival (482, 1202, 772, 1397)
